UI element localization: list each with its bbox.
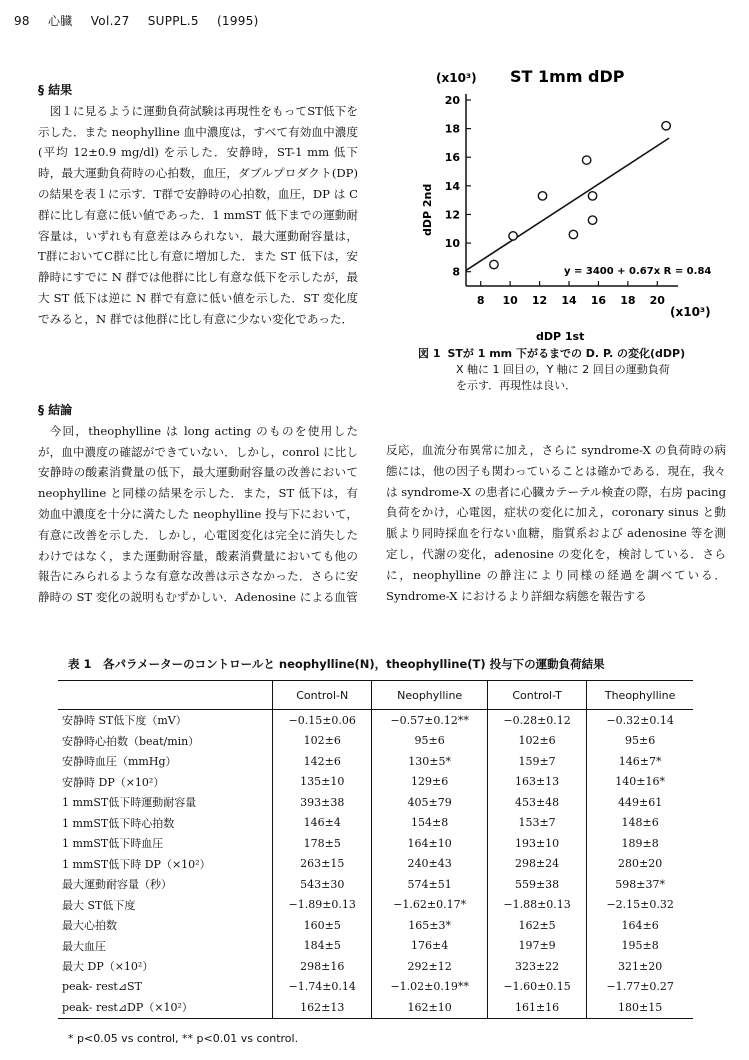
conclusion-heading: § 結論 [38, 403, 73, 417]
running-header [14, 12, 273, 29]
table-footnote: * p<0.05 vs control, ** p<0.01 vs control. [68, 1032, 299, 1045]
table-cell: −0.28±0.12 [487, 710, 586, 731]
figure-caption-label: 図 1 [418, 347, 441, 360]
table-row [58, 874, 693, 895]
row-label: 1 mmST低下時心拍数 [62, 816, 175, 830]
chart-title: ST 1mm dDP [510, 67, 625, 86]
table-cell: 189±8 [587, 833, 693, 854]
x-tick-label: 8 [476, 294, 485, 307]
row-label: 安静時血圧（mmHg） [62, 755, 177, 769]
table-cell: 164±6 [587, 915, 693, 936]
table-cell: 598±37* [587, 874, 693, 895]
table-caption: 表 1 各パラメーターのコントロールと neophylline(N)，theophylline(T) 投与下の運動負荷結果 [68, 657, 605, 671]
table-row [58, 710, 693, 731]
data-point [588, 192, 596, 200]
data-point [582, 156, 590, 164]
table-cell: 148±6 [587, 813, 693, 834]
row-label: 最大 DP（×10²） [62, 960, 154, 974]
table-body [58, 710, 693, 1019]
figure-caption-line3: を示す．再現性は良い． [456, 379, 577, 392]
conclusion-text-left: 今回，theophylline は long acting のものを使用したが，血中濃度の確認ができていない．しかし，conrol に比し安静時の酸素消費量の低下，最大運動耐容量の改善において neophylline と同様の結果を示した．また，ST 低下は，有効血中濃度を十分に満たした neophylline 投与下において，有意に改善を示した．しかし，心電図変化は完全に消失したわけではなく，また運動耐容量，酸素消費量においても他の報告にみられるような有意な改善は示さなかった．さらに安静時の ST 変化の説明もむずかしい．Adenosine による血管 [38, 423, 358, 605]
chart-y-scale: (x10³) [436, 71, 477, 85]
header-theophylline: Theophylline [587, 681, 693, 710]
table-row [58, 731, 693, 752]
table-cell: 160±5 [273, 915, 372, 936]
table-cell: 263±15 [273, 854, 372, 875]
row-label: 1 mmST低下時血圧 [62, 837, 164, 851]
table-cell: 164±10 [372, 833, 487, 854]
table-cell: 102±6 [487, 731, 586, 752]
table-cell: 102±6 [273, 731, 372, 752]
table-cell: 193±10 [487, 833, 586, 854]
table-cell: 146±7* [587, 751, 693, 772]
regression-line [466, 138, 669, 270]
chart-ylabel: dDP 2nd [421, 183, 434, 236]
table-cell: −1.77±0.27 [587, 977, 693, 998]
row-label: peak‐ rest⊿ST [62, 980, 142, 994]
figure-caption [418, 346, 738, 394]
table-row [58, 936, 693, 957]
table-cell: 195±8 [587, 936, 693, 957]
journal-name: 心臓 [48, 14, 73, 28]
y-tick-label: 14 [444, 179, 460, 193]
y-tick-label: 10 [444, 237, 460, 251]
table-row [58, 833, 693, 854]
row-label: 安静時心拍数（beat/min） [62, 734, 200, 748]
row-label: 1 mmST低下時 DP（×10²） [62, 857, 211, 871]
x-tick-label: 12 [531, 294, 548, 307]
row-label: 最大運動耐容量（秒） [62, 878, 172, 892]
data-point [588, 216, 596, 224]
table-row [58, 997, 693, 1018]
table-cell: 453±48 [487, 792, 586, 813]
conclusion-section [38, 400, 358, 608]
results-heading: § 結果 [38, 83, 73, 97]
table-row [58, 956, 693, 977]
table-cell: 180±15 [587, 997, 693, 1018]
table-cell: 405±79 [372, 792, 487, 813]
y-tick-label: 16 [444, 151, 460, 165]
table-cell: 95±6 [372, 731, 487, 752]
data-point [509, 232, 517, 240]
chart-xlabel: dDP 1st [536, 330, 585, 343]
page-number: 98 [14, 14, 30, 28]
y-tick-label: 12 [444, 208, 460, 222]
table-row [58, 813, 693, 834]
table-cell: 142±6 [273, 751, 372, 772]
table-cell: −1.88±0.13 [487, 895, 586, 916]
table-cell: 95±6 [587, 731, 693, 752]
table-cell: −0.32±0.14 [587, 710, 693, 731]
table-cell: 298±16 [273, 956, 372, 977]
table-cell: 240±43 [372, 854, 487, 875]
table-cell: 162±5 [487, 915, 586, 936]
table-cell: 140±16* [587, 772, 693, 793]
data-point [662, 122, 670, 130]
table-cell: 323±22 [487, 956, 586, 977]
chart-annotation: y = 3400 + 0.67x R = 0.84 [564, 266, 712, 277]
header-control-n: Control-N [273, 681, 372, 710]
x-tick-label: 14 [561, 294, 577, 307]
table-row [58, 751, 693, 772]
row-label: 1 mmST低下時運動耐容量 [62, 796, 197, 810]
table-cell: −1.62±0.17* [372, 895, 487, 916]
table-cell: 292±12 [372, 956, 487, 977]
header-blank [58, 681, 273, 710]
table-cell: −2.15±0.32 [587, 895, 693, 916]
table-cell: 163±13 [487, 772, 586, 793]
table-row [58, 915, 693, 936]
table-cell: 129±6 [372, 772, 487, 793]
header-neophylline: Neophylline [372, 681, 487, 710]
chart-marks [466, 122, 670, 271]
conclusion-continued [386, 440, 726, 606]
table-row [58, 792, 693, 813]
table-cell: 197±9 [487, 936, 586, 957]
table-row [58, 895, 693, 916]
row-label: 安静時 ST低下度（mV） [62, 714, 187, 728]
row-label: peak‐ rest⊿DP（×10²） [58, 997, 273, 1018]
table-cell: −1.89±0.13 [273, 895, 372, 916]
figure-caption-line1: STが 1 mm 下がるまでの D. P. の変化(dDP) [447, 347, 686, 360]
table-cell: 162±13 [273, 997, 372, 1018]
row-label: 最大血圧 [62, 939, 106, 953]
table-cell: 154±8 [372, 813, 487, 834]
table-row [58, 977, 693, 998]
row-label: 最大 ST低下度 [62, 898, 136, 912]
table-cell: 161±16 [487, 997, 586, 1018]
table-cell: 298±24 [487, 854, 586, 875]
table-cell: 184±5 [273, 936, 372, 957]
header-control-t: Control-T [487, 681, 586, 710]
table-cell: 146±4 [273, 813, 372, 834]
table-cell: −1.60±0.15 [487, 977, 586, 998]
chart-x-scale: (x10³) [670, 305, 711, 319]
data-point [569, 230, 577, 238]
scatter-chart [414, 58, 730, 350]
results-text: 図１に見るように運動負荷試験は再現性をもってST低下を示した．また neophylline 血中濃度は，すべて有効血中濃度(平均 12±0.9 mg/dl) を示した．安静時，ST-1 mm 低下時，最大運動負荷時の心拍数，血圧，ダブルプロダクト(DP)の結果を表１に示す．T群で安静時の心拍数，血圧，DP は C 群に比し有意に低い値であった．1 mmST 低下までの運動耐容量は，いずれも有意差はみられない．最大運動耐容量は，T群においてC群に比し有意に増加した．また ST 低下は，安静時にすでに N 群では他群に比し有意な低下を示したが，最大 ST 低下は逆に N 群で有意に低い値を示した．ST 変化度でみると，N 群では他群に比し有意に少ない変化であった． [38, 103, 358, 326]
results-table [58, 680, 693, 1019]
y-tick-label: 8 [452, 265, 460, 279]
x-tick-label: 10 [502, 294, 518, 307]
table-cell: −0.57±0.12** [372, 710, 487, 731]
table-header-row [58, 681, 693, 710]
table-cell: −1.02±0.19** [372, 977, 487, 998]
x-tick-label: 18 [620, 294, 636, 307]
table-cell: 449±61 [587, 792, 693, 813]
table-cell: 280±20 [587, 854, 693, 875]
table-cell: 574±51 [372, 874, 487, 895]
results-section [38, 80, 358, 330]
table-cell: 393±38 [273, 792, 372, 813]
table-cell: 543±30 [273, 874, 372, 895]
table-cell: 130±5* [372, 751, 487, 772]
y-tick-label: 20 [444, 94, 460, 107]
table-cell: 162±10 [372, 997, 487, 1018]
table-cell: 559±38 [487, 874, 586, 895]
year: (1995) [216, 14, 259, 28]
table-cell: 135±10 [273, 772, 372, 793]
row-label: 最大心拍数 [62, 919, 117, 933]
conclusion-text-right: 反応，血流分布異常に加え，さらに syndrome-X の負荷時の病態には，他の因子も関わっていることは確かである．現在，我々は syndrome-X の患者に心臓カテーテル検査の際，右房 pacing 負荷をかけ，心電図，症状の変化に加え，coronary sinus と動脈より同時採血を行ない血糖，脂質系および adenosine 等を測定し，代謝の変化，adenosine の変化を，検討している．さらに，neophylline の静注により同様の経過を調べている．Syndrome-X におけるより詳細な病態を報告する [386, 443, 726, 603]
table-cell: 178±5 [273, 833, 372, 854]
table-cell: −0.15±0.06 [273, 710, 372, 731]
table-cell: −1.74±0.14 [273, 977, 372, 998]
table-cell: 159±7 [487, 751, 586, 772]
data-point [538, 192, 546, 200]
table-cell: 321±20 [587, 956, 693, 977]
x-tick-label: 16 [590, 294, 607, 307]
figure-caption-line2: X 軸に 1 回目の，Y 軸に 2 回目の運動負荷 [456, 363, 670, 376]
table-row [58, 854, 693, 875]
row-label: 安静時 DP（×10²） [62, 775, 165, 789]
x-tick-label: 20 [649, 294, 665, 307]
y-tick-label: 18 [444, 122, 460, 136]
table-row [58, 772, 693, 793]
volume: Vol.27 [90, 14, 130, 28]
data-point [490, 260, 498, 268]
table-cell: 176±4 [372, 936, 487, 957]
table-cell: 165±3* [372, 915, 487, 936]
supplement: SUPPL.5 [147, 14, 199, 28]
table-cell: 153±7 [487, 813, 586, 834]
